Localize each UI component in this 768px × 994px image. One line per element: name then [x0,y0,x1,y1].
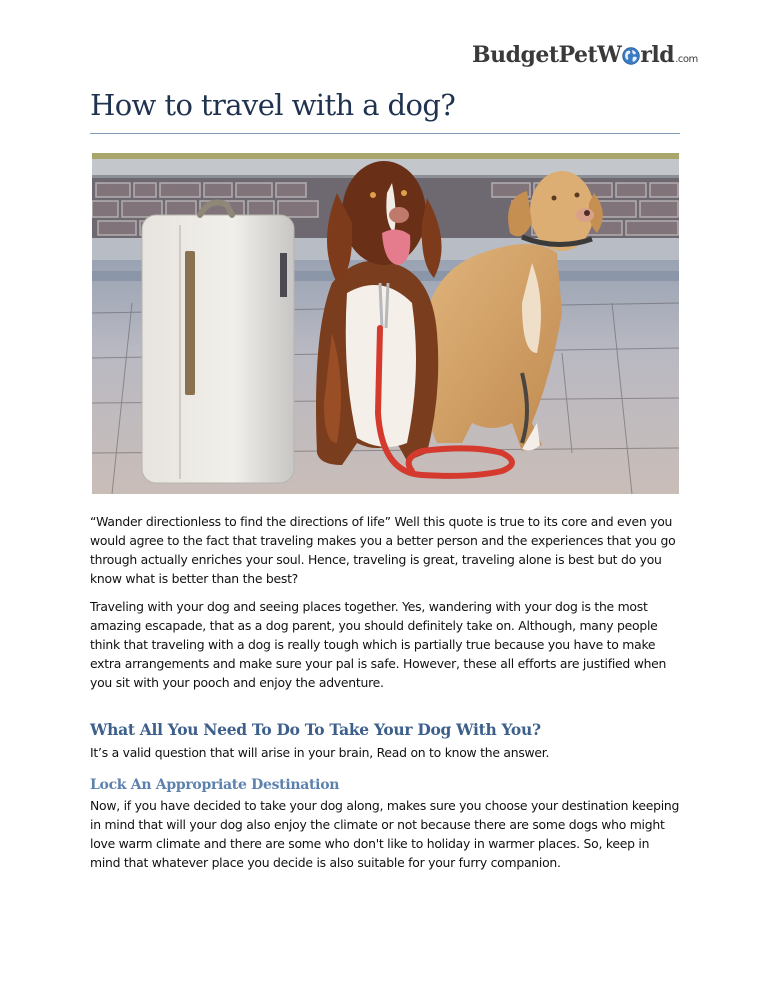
page-title: How to travel with a dog? [90,88,456,122]
globe-icon [622,47,640,65]
logo-text-start: BudgetPetW [472,42,622,68]
hero-image [92,153,679,494]
logo-domain-suffix: .com [675,54,698,65]
subsection-heading: Lock An Appropriate Destination [90,777,340,793]
site-logo[interactable] [472,42,698,72]
second-paragraph: Traveling with your dog and seeing places together. Yes, wandering with your dog is the most amazing escapade, that as a dog parent, you should definitely take on. Although, many people think that traveling with a dog is really tough which is partially true because you have to make extra arrangements and make sure your pal is safe. However, these all efforts are justified when you sit with your pooch and enjoy the adventure. [90,599,667,690]
section-intro: It’s a valid question that will arise in your brain, Read on to know the answer. [90,745,550,760]
logo-text-end: rld [640,42,675,68]
subsection-body: Now, if you have decided to take your dog along, makes sure you choose your destination keeping in mind that will your dog also enjoy the climate or not because there are some dogs who might love warm climate and there are some who don't like to holiday in warmer places. So, keep in mind that whatever place you decide is also suitable for your furry companion. [90,798,680,870]
intro-paragraph: “Wander directionless to find the directions of life” Well this quote is true to its core and even you would agree to the fact that traveling makes you a better person and the experiences that you go through actually enriches your soul. Hence, traveling is great, traveling alone is best but do you know what is better than the best? [90,514,676,586]
section-heading: What All You Need To Do To Take Your Dog With You? [90,720,541,739]
title-divider [90,133,680,134]
dogs-with-suitcase-photo [92,153,679,494]
